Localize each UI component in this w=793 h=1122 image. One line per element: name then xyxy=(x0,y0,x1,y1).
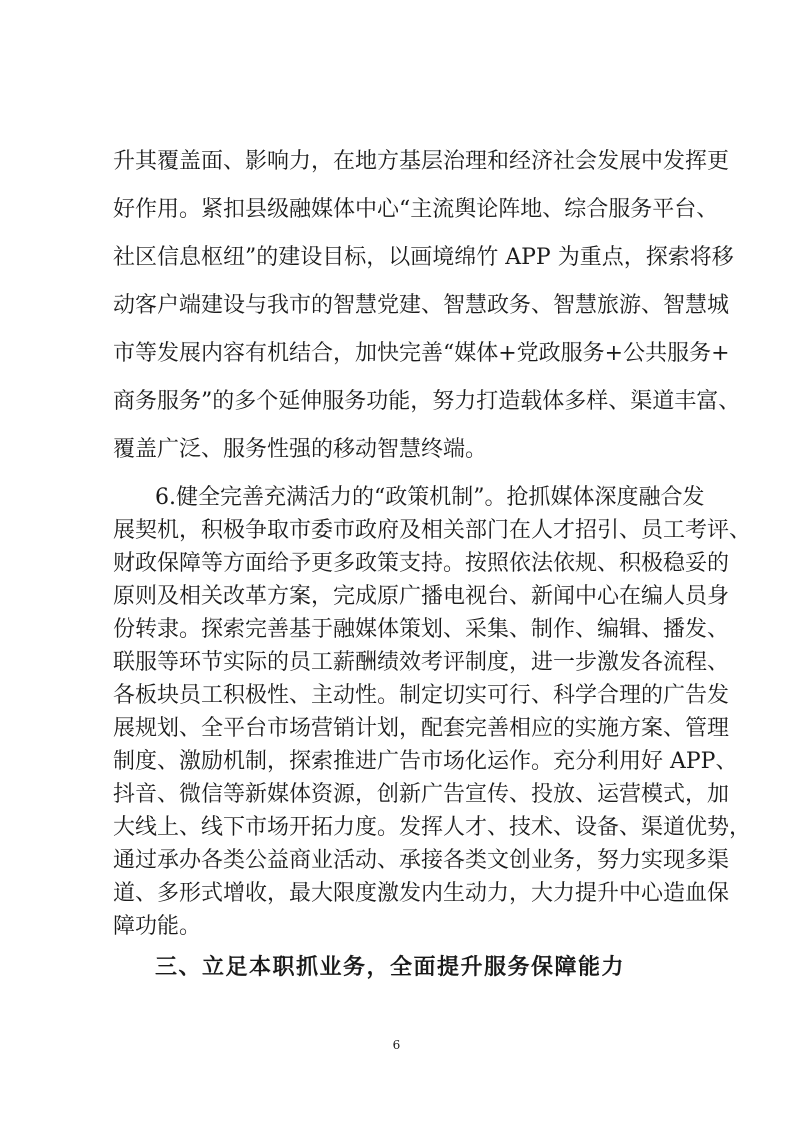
text-line: 大线上、线下市场开拓力度。发挥人才、技术、设备、渠道优势， xyxy=(113,815,752,840)
text-line: 道、多形式增收，最大限度激发内生动力，大力提升中心造血保 xyxy=(113,881,730,906)
text-line: 制度、激励机制，探索推进广告市场化运作。充分利用好 APP、 xyxy=(113,749,738,774)
text-line: 份转隶。探索完善基于融媒体策划、采集、制作、编辑、播发、 xyxy=(113,617,730,642)
text-line: 联服等环节实际的员工薪酬绩效考评制度，进一步激发各流程、 xyxy=(113,650,730,675)
section-heading: 三、立足本职抓业务，全面提升服务保障能力 xyxy=(155,955,626,980)
text-line: 障功能。 xyxy=(113,914,202,939)
text-line: 原则及相关改革方案，完成原广播电视台、新闻中心在编人员身 xyxy=(113,584,730,609)
page-number: 6 xyxy=(392,1038,401,1052)
text-line: 动客户端建设与我市的智慧党建、智慧政务、智慧旅游、智慧城 xyxy=(113,293,730,318)
text-line: 通过承办各类公益商业活动、承接各类文创业务，努力实现多渠 xyxy=(113,848,730,873)
text-line: 社区信息枢纽”的建设目标，以画境绵竹 APP 为重点，探索将移 xyxy=(113,245,734,270)
text-line: 商务服务”的多个延伸服务功能，努力打造载体多样、渠道丰富、 xyxy=(113,389,741,414)
text-line: 覆盖广泛、服务性强的移动智慧终端。 xyxy=(113,437,488,462)
text-line: 抖音、微信等新媒体资源，创新广告宣传、投放、运营模式，加 xyxy=(113,782,730,807)
text-line: 升其覆盖面、影响力，在地方基层治理和经济社会发展中发挥更 xyxy=(113,149,730,174)
text-line: 各板块员工积极性、主动性。制定切实可行、科学合理的广告发 xyxy=(113,683,730,708)
text-line: 财政保障等方面给予更多政策支持。按照依法依规、积极稳妥的 xyxy=(113,551,730,576)
text-line: 好作用。紧扣县级融媒体中心“主流舆论阵地、综合服务平台、 xyxy=(113,197,719,222)
text-line: 展契机，积极争取市委市政府及相关部门在人才招引、员工考评、 xyxy=(113,518,752,543)
text-line: 市等发展内容有机结合，加快完善“媒体+党政服务+公共服务+ xyxy=(113,341,730,366)
text-line: 展规划、全平台市场营销计划，配套完善相应的实施方案、管理 xyxy=(113,716,730,741)
text-line: 6.健全完善充满活力的“政策机制”。抢抓媒体深度融合发 xyxy=(155,485,705,510)
